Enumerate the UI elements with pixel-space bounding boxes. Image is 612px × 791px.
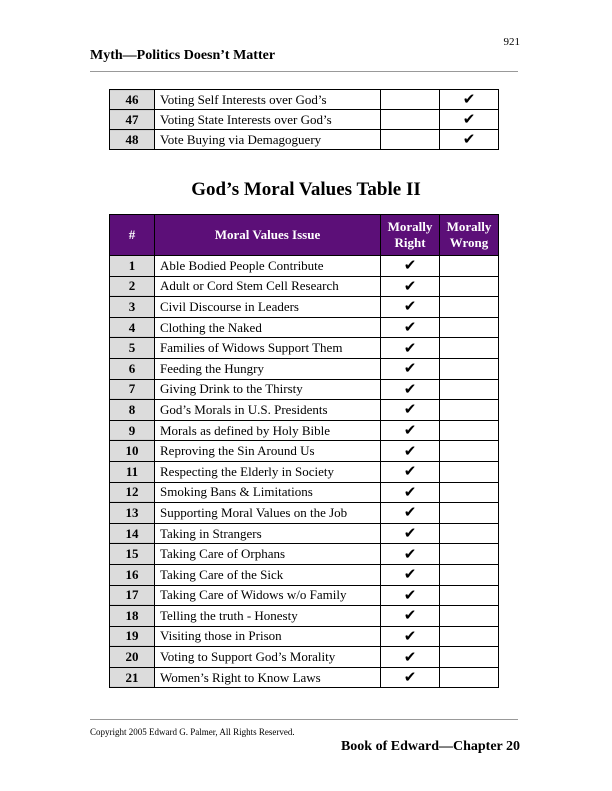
table-row <box>110 130 499 150</box>
row-morally-right: ✔ <box>381 647 440 668</box>
row-number: 14 <box>110 523 155 544</box>
row-number: 9 <box>110 420 155 441</box>
table-row <box>110 647 499 668</box>
row-morally-right: ✔ <box>381 338 440 359</box>
row-issue: Taking Care of Orphans <box>155 544 381 565</box>
table-row <box>110 338 499 359</box>
table-title: God’s Moral Values Table II <box>191 179 421 200</box>
row-issue: Able Bodied People Contribute <box>155 256 381 277</box>
row-morally-right: ✔ <box>381 606 440 627</box>
table-row <box>110 276 499 297</box>
row-morally-right <box>381 110 440 130</box>
table-row <box>110 626 499 647</box>
row-number: 7 <box>110 379 155 400</box>
table-row <box>110 90 499 110</box>
table-row <box>110 379 499 400</box>
row-issue: Families of Widows Support Them <box>155 338 381 359</box>
row-issue: Civil Discourse in Leaders <box>155 297 381 318</box>
row-number: 8 <box>110 400 155 421</box>
row-issue: Voting State Interests over God’s <box>155 110 381 130</box>
row-morally-wrong <box>440 461 499 482</box>
row-morally-right: ✔ <box>381 379 440 400</box>
row-morally-wrong <box>440 523 499 544</box>
row-morally-wrong <box>440 482 499 503</box>
row-issue: Visiting those in Prison <box>155 626 381 647</box>
row-issue: Clothing the Naked <box>155 317 381 338</box>
row-number: 4 <box>110 317 155 338</box>
row-morally-wrong <box>440 585 499 606</box>
table-row <box>110 585 499 606</box>
row-morally-wrong <box>440 338 499 359</box>
row-number: 12 <box>110 482 155 503</box>
table-row <box>110 544 499 565</box>
row-issue: Vote Buying via Demagoguery <box>155 130 381 150</box>
row-number: 16 <box>110 564 155 585</box>
row-number: 3 <box>110 297 155 318</box>
row-morally-right: ✔ <box>381 461 440 482</box>
row-morally-right: ✔ <box>381 441 440 462</box>
page-number: 921 <box>503 36 520 48</box>
row-issue: Taking in Strangers <box>155 523 381 544</box>
row-morally-wrong <box>440 420 499 441</box>
footer-rule <box>90 719 518 720</box>
table-row <box>110 503 499 524</box>
row-issue: God’s Morals in U.S. Presidents <box>155 400 381 421</box>
continued-table-body <box>110 90 499 150</box>
row-morally-wrong: ✔ <box>440 90 499 110</box>
row-morally-right: ✔ <box>381 358 440 379</box>
row-morally-right: ✔ <box>381 667 440 688</box>
header-row <box>110 215 499 256</box>
row-number: 1 <box>110 256 155 277</box>
header-right-line2: Right <box>394 235 426 250</box>
row-morally-wrong: ✔ <box>440 130 499 150</box>
table-row <box>110 482 499 503</box>
table-row <box>110 110 499 130</box>
row-issue: Telling the truth - Honesty <box>155 606 381 627</box>
row-morally-wrong <box>440 626 499 647</box>
row-morally-right: ✔ <box>381 256 440 277</box>
header-wrong-line1: Morally <box>446 219 492 234</box>
row-issue: Adult or Cord Stem Cell Research <box>155 276 381 297</box>
row-number: 15 <box>110 544 155 565</box>
row-issue: Voting Self Interests over God’s <box>155 90 381 110</box>
table-row <box>110 523 499 544</box>
row-morally-wrong <box>440 317 499 338</box>
row-morally-wrong <box>440 564 499 585</box>
row-morally-right: ✔ <box>381 585 440 606</box>
row-morally-right: ✔ <box>381 544 440 565</box>
row-morally-wrong <box>440 647 499 668</box>
row-morally-right: ✔ <box>381 523 440 544</box>
row-morally-wrong <box>440 441 499 462</box>
row-morally-right: ✔ <box>381 503 440 524</box>
header-num: # <box>110 215 155 256</box>
table-row <box>110 441 499 462</box>
row-number: 6 <box>110 358 155 379</box>
row-morally-wrong <box>440 379 499 400</box>
table-row <box>110 667 499 688</box>
row-issue: Smoking Bans & Limitations <box>155 482 381 503</box>
header-wrong-line2: Wrong <box>449 235 489 250</box>
row-morally-wrong: ✔ <box>440 110 499 130</box>
table-row <box>110 420 499 441</box>
row-issue: Morals as defined by Holy Bible <box>155 420 381 441</box>
row-issue: Reproving the Sin Around Us <box>155 441 381 462</box>
header-morally-right <box>381 215 440 256</box>
row-number: 2 <box>110 276 155 297</box>
row-morally-right: ✔ <box>381 317 440 338</box>
table-row <box>110 317 499 338</box>
row-morally-right: ✔ <box>381 564 440 585</box>
continued-table <box>109 89 499 150</box>
row-morally-right: ✔ <box>381 626 440 647</box>
row-morally-wrong <box>440 606 499 627</box>
row-morally-wrong <box>440 358 499 379</box>
row-number: 19 <box>110 626 155 647</box>
row-number: 10 <box>110 441 155 462</box>
table-row <box>110 297 499 318</box>
row-morally-wrong <box>440 297 499 318</box>
footer-title: Book of Edward—Chapter 20 <box>340 739 520 754</box>
row-morally-wrong <box>440 400 499 421</box>
row-morally-wrong <box>440 276 499 297</box>
table-row <box>110 564 499 585</box>
row-morally-right <box>381 130 440 150</box>
row-issue: Giving Drink to the Thirsty <box>155 379 381 400</box>
table-row <box>110 256 499 277</box>
moral-values-table-body <box>110 256 499 688</box>
row-number: 46 <box>110 90 155 110</box>
row-morally-right: ✔ <box>381 297 440 318</box>
row-morally-wrong <box>440 503 499 524</box>
row-number: 11 <box>110 461 155 482</box>
row-issue: Taking Care of the Sick <box>155 564 381 585</box>
row-issue: Supporting Moral Values on the Job <box>155 503 381 524</box>
row-number: 5 <box>110 338 155 359</box>
row-issue: Women’s Right to Know Laws <box>155 667 381 688</box>
row-number: 20 <box>110 647 155 668</box>
row-number: 17 <box>110 585 155 606</box>
table-row <box>110 606 499 627</box>
moral-values-table <box>109 214 499 688</box>
table-row <box>110 358 499 379</box>
header-right-line1: Morally <box>387 219 433 234</box>
row-issue: Feeding the Hungry <box>155 358 381 379</box>
row-morally-right: ✔ <box>381 482 440 503</box>
row-morally-right: ✔ <box>381 276 440 297</box>
row-morally-right <box>381 90 440 110</box>
table-row <box>110 400 499 421</box>
row-morally-wrong <box>440 544 499 565</box>
header-issue: Moral Values Issue <box>155 215 381 256</box>
row-morally-wrong <box>440 256 499 277</box>
row-morally-right: ✔ <box>381 420 440 441</box>
row-number: 47 <box>110 110 155 130</box>
row-number: 13 <box>110 503 155 524</box>
row-issue: Taking Care of Widows w/o Family <box>155 585 381 606</box>
row-issue: Voting to Support God’s Morality <box>155 647 381 668</box>
row-morally-wrong <box>440 667 499 688</box>
copyright-notice: Copyright 2005 Edward G. Palmer, All Rights Reserved. <box>90 727 295 737</box>
running-head: Myth—Politics Doesn’t Matter <box>90 48 276 63</box>
row-number: 48 <box>110 130 155 150</box>
table-row <box>110 461 499 482</box>
header-morally-wrong <box>440 215 499 256</box>
row-number: 18 <box>110 606 155 627</box>
row-issue: Respecting the Elderly in Society <box>155 461 381 482</box>
table-header <box>110 215 499 256</box>
row-morally-right: ✔ <box>381 400 440 421</box>
row-number: 21 <box>110 667 155 688</box>
header-rule <box>90 71 518 72</box>
